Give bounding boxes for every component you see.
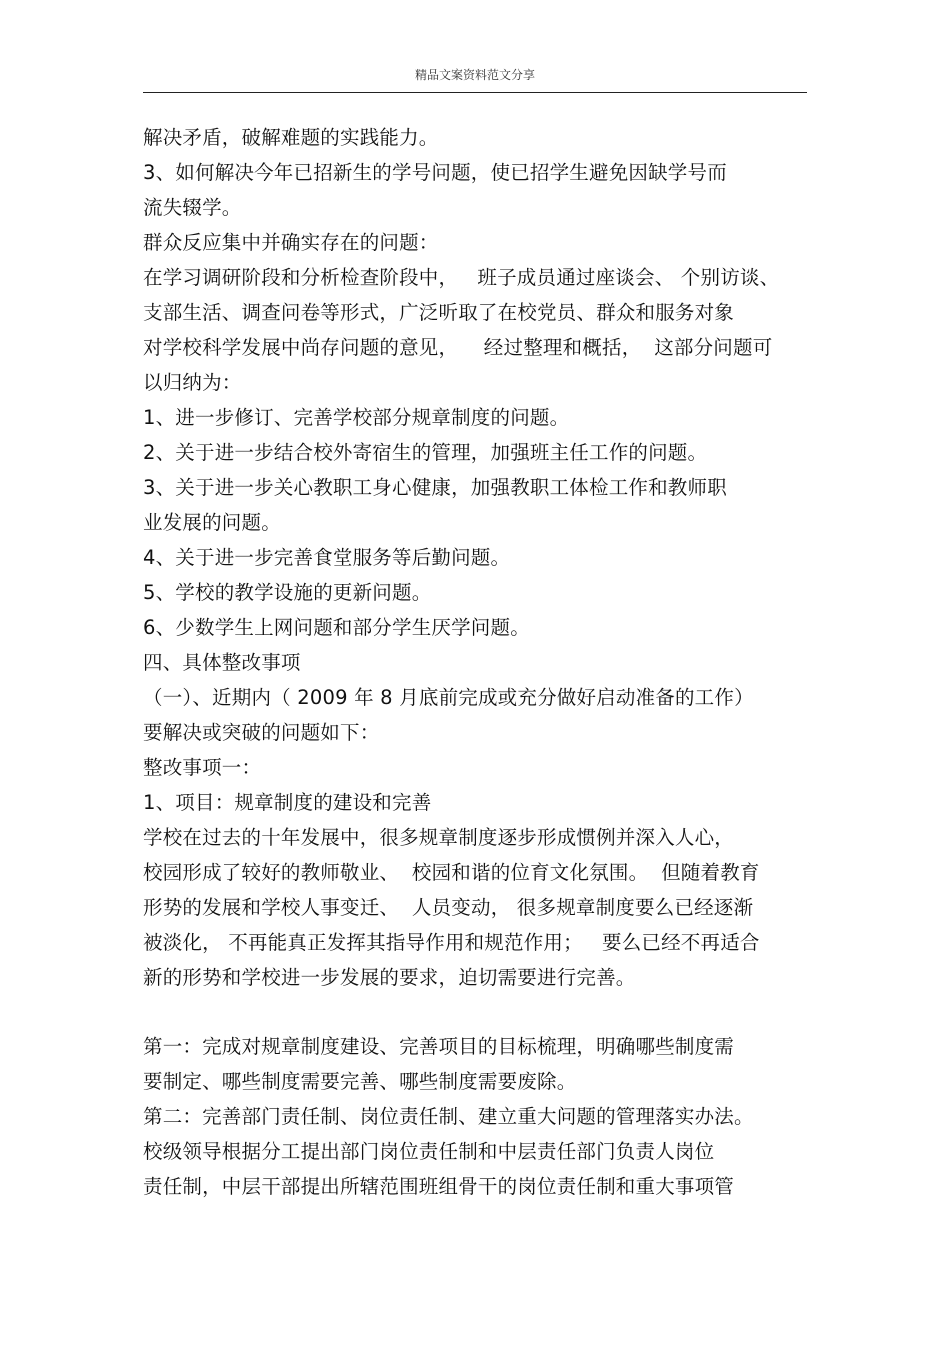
text-line: 第二：完善部门责任制、岗位责任制、建立重大问题的管理落实办法。 bbox=[143, 1105, 754, 1128]
text-block-1 bbox=[143, 120, 813, 995]
text-line: 流失辍学。 bbox=[143, 196, 242, 219]
paragraph-gap bbox=[143, 995, 813, 1029]
text-line: 以归纳为： bbox=[143, 371, 242, 394]
text-line: 6、少数学生上网问题和部分学生厌学问题。 bbox=[143, 616, 530, 639]
text-line: 校园形成了较好的教师敬业、 校园和谐的位育文化氛围。 但随着教育 bbox=[143, 861, 760, 884]
text-line: 支部生活、调查问卷等形式，广泛听取了在校党员、群众和服务对象 bbox=[143, 301, 735, 324]
text-line: 对学校科学发展中尚存问题的意见， 经过整理和概括， 这部分问题可 bbox=[143, 336, 773, 359]
text-line: 解决矛盾，破解难题的实践能力。 bbox=[143, 126, 439, 149]
text-line: 要制定、哪些制度需要完善、哪些制度需要废除。 bbox=[143, 1070, 577, 1093]
text-line: 第一：完成对规章制度建设、完善项目的目标梳理，明确哪些制度需 bbox=[143, 1035, 735, 1058]
text-line: 3、关于进一步关心教职工身心健康，加强教职工体检工作和教师职 bbox=[143, 476, 727, 499]
text-line: 学校在过去的十年发展中，很多规章制度逐步形成惯例并深入人心， bbox=[143, 826, 735, 849]
header-title: 精品文案资料范文分享 bbox=[414, 68, 535, 82]
text-line: 在学习调研阶段和分析检查阶段中， 班子成员通过座谈会、 个别访谈、 bbox=[143, 266, 780, 289]
text-line: 2、关于进一步结合校外寄宿生的管理，加强班主任工作的问题。 bbox=[143, 441, 708, 464]
text-line: 4、关于进一步完善食堂服务等后勤问题。 bbox=[143, 546, 511, 569]
text-line: 新的形势和学校进一步发展的要求，迫切需要进行完善。 bbox=[143, 966, 636, 989]
text-line: 1、项目：规章制度的建设和完善 bbox=[143, 791, 432, 814]
text-line: 群众反应集中并确实存在的问题： bbox=[143, 231, 439, 254]
text-block-2 bbox=[143, 1029, 813, 1204]
page-header bbox=[143, 64, 807, 93]
text-line: 校级领导根据分工提出部门岗位责任制和中层责任部门负责人岗位 bbox=[143, 1140, 715, 1163]
document-body bbox=[143, 120, 813, 1204]
text-line: 5、学校的教学设施的更新问题。 bbox=[143, 581, 432, 604]
text-line: 业发展的问题。 bbox=[143, 511, 281, 534]
text-line: 要解决或突破的问题如下： bbox=[143, 721, 380, 744]
text-line: 被淡化， 不再能真正发挥其指导作用和规范作用； 要么已经不再适合 bbox=[143, 931, 760, 954]
text-line: 3、如何解决今年已招新生的学号问题，使已招学生避免因缺学号而 bbox=[143, 161, 727, 184]
text-line: 形势的发展和学校人事变迁、 人员变动， 很多规章制度要么已经逐渐 bbox=[143, 896, 754, 919]
text-line: （一）、近期内（ 2009 年 8 月底前完成或充分做好启动准备的工作） bbox=[143, 686, 754, 709]
text-line: 责任制，中层干部提出所辖范围班组骨干的岗位责任制和重大事项管 bbox=[143, 1175, 735, 1198]
text-line: 四、具体整改事项 bbox=[143, 651, 301, 674]
text-line: 1、进一步修订、完善学校部分规章制度的问题。 bbox=[143, 406, 570, 429]
text-line: 整改事项一： bbox=[143, 756, 262, 779]
